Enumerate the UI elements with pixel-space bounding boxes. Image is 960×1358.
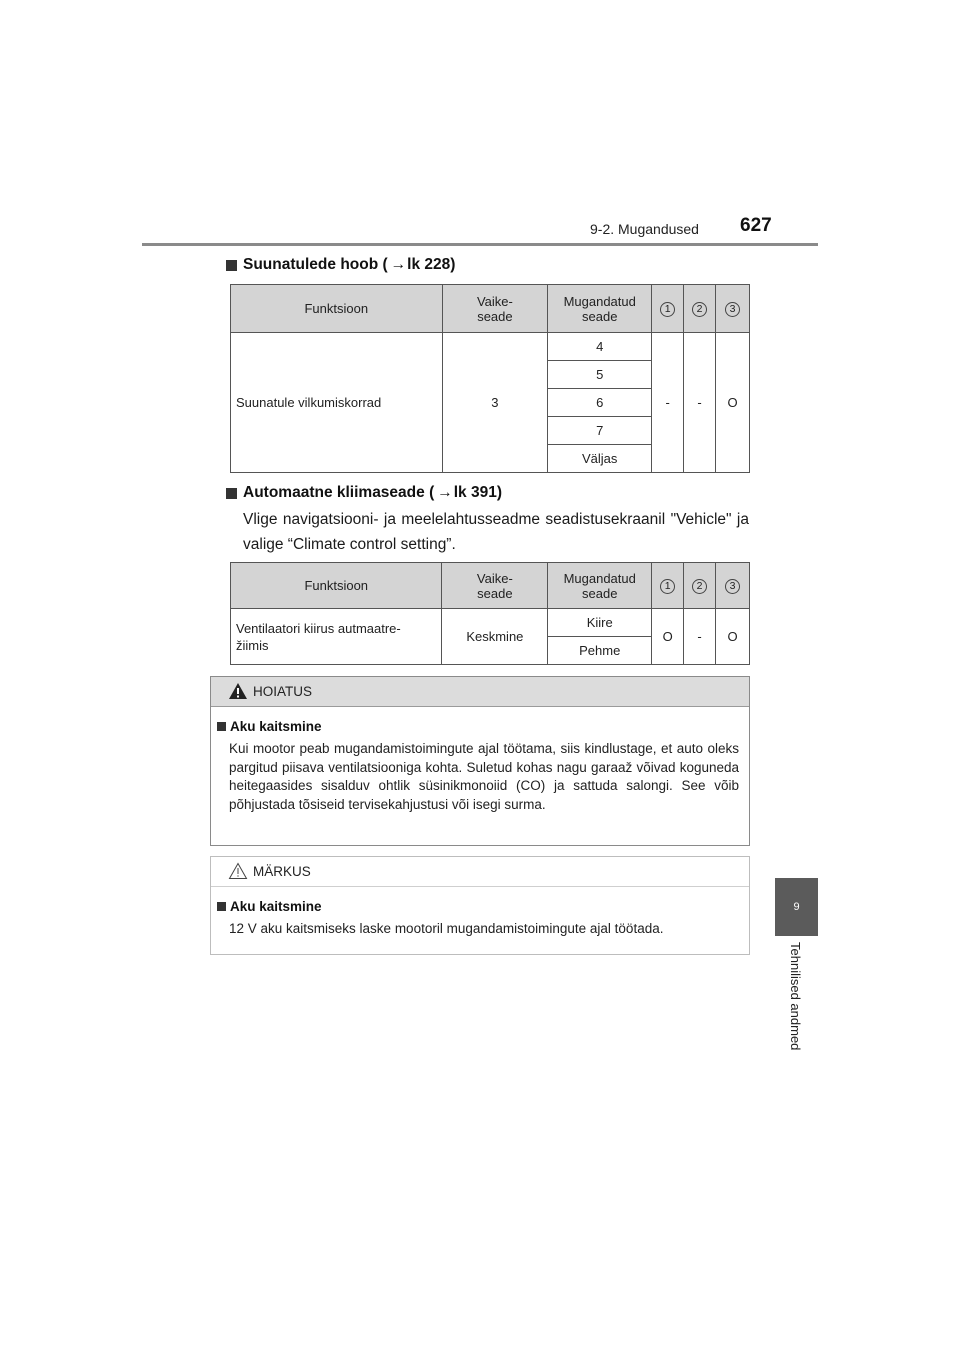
header-customized: Mugandatud seade	[548, 285, 652, 333]
square-bullet-icon	[217, 902, 226, 911]
cell-col-3: O	[716, 333, 750, 473]
header-rule	[142, 243, 818, 246]
header-col-1	[652, 285, 684, 333]
circled-number-icon: 1	[660, 579, 675, 594]
cell-function: Suunatule vilkumiskorrad	[231, 333, 443, 473]
chapter-label: Tehnilised andmed	[788, 942, 803, 1051]
header-col-3	[716, 285, 750, 333]
warning-text: Kui mootor peab mugandamistoimingute ajal töötama, siis kindlustage, et auto oleks pargitud piisava ventilatsiooniga kohta. Suletud kohas nagu garaaž võivad koguneda heitegaasides sisalduv ohtlik süsinikmonoiid (CO) ja sattuda salongi. See võib põhjustada tõsiseid tervisekahjustusi või isegi surma.	[229, 741, 739, 812]
header-default: Vaike- seade	[442, 563, 548, 609]
header-customized: Mugandatud seade	[548, 563, 652, 609]
cell-col-2: -	[684, 333, 716, 473]
header-col-2	[684, 563, 716, 609]
cell-default: Keskmine	[442, 609, 548, 665]
cell-option: 4	[548, 333, 652, 361]
cell-option: Kiire	[548, 609, 652, 637]
notice-item-title	[217, 899, 322, 914]
square-bullet-icon	[226, 488, 237, 499]
warning-item-label: Aku kaitsmine	[230, 719, 322, 734]
chapter-number: 9	[793, 901, 800, 913]
page-number: 627	[740, 215, 772, 236]
arrow-icon: →	[390, 256, 407, 273]
section-title: Suunatulede hoob (	[243, 256, 388, 273]
climate-table	[230, 562, 750, 665]
warning-triangle-icon	[228, 682, 248, 700]
cell-function: Ventilaatori kiirus autmaatre- žiimis	[231, 609, 442, 665]
cell-col-1: O	[652, 609, 684, 665]
notice-box-header	[211, 857, 749, 887]
header-function: Funktsioon	[231, 285, 443, 333]
circled-number-icon: 2	[692, 302, 707, 317]
cell-col-3: O	[716, 609, 750, 665]
cell-option: 6	[548, 389, 652, 417]
notice-title: MÄRKUS	[253, 864, 311, 879]
warning-box	[210, 676, 750, 846]
circled-number-icon: 1	[660, 302, 675, 317]
header-col-1	[652, 563, 684, 609]
section-title: Automaatne kliimaseade (	[243, 484, 435, 501]
header-col-2	[684, 285, 716, 333]
cell-option: 5	[548, 361, 652, 389]
header-section-title: 9-2. Mugandused	[590, 221, 699, 237]
cell-default: 3	[442, 333, 548, 473]
cell-option: Pehme	[548, 637, 652, 665]
cell-col-2: -	[684, 609, 716, 665]
cell-col-1: -	[652, 333, 684, 473]
section-heading-turn-signal	[226, 256, 455, 274]
cell-option: Väljas	[548, 445, 652, 473]
circled-number-icon: 3	[725, 302, 740, 317]
notice-text: 12 V aku kaitsmiseks laske mootoril mugandamistoimingute ajal töötada.	[229, 921, 664, 936]
chapter-tab	[775, 878, 818, 936]
notice-box	[210, 856, 750, 955]
warning-title: HOIATUS	[253, 684, 313, 699]
warning-item-title	[217, 719, 322, 734]
header-default: Vaike- seade	[442, 285, 548, 333]
header-function: Funktsioon	[231, 563, 442, 609]
square-bullet-icon	[217, 722, 226, 731]
header-col-3	[716, 563, 750, 609]
notice-triangle-icon	[228, 862, 248, 880]
circled-number-icon: 3	[725, 579, 740, 594]
turn-signal-table	[230, 284, 750, 473]
cell-option: 7	[548, 417, 652, 445]
notice-item-label: Aku kaitsmine	[230, 899, 322, 914]
arrow-icon: →	[437, 484, 453, 501]
circled-number-icon: 2	[692, 579, 707, 594]
chapter-label-container	[776, 942, 816, 1082]
warning-box-header	[211, 677, 749, 707]
square-bullet-icon	[226, 260, 237, 271]
instruction-paragraph: Vlige navigatsiooni- ja meelelahtusseadme seadistusekraanil "Vehicle" ja valige “Climate control setting”.	[243, 511, 749, 553]
section-heading-climate	[226, 484, 502, 502]
page-reference: lk 391)	[453, 484, 502, 501]
page-reference: lk 228)	[407, 256, 456, 273]
